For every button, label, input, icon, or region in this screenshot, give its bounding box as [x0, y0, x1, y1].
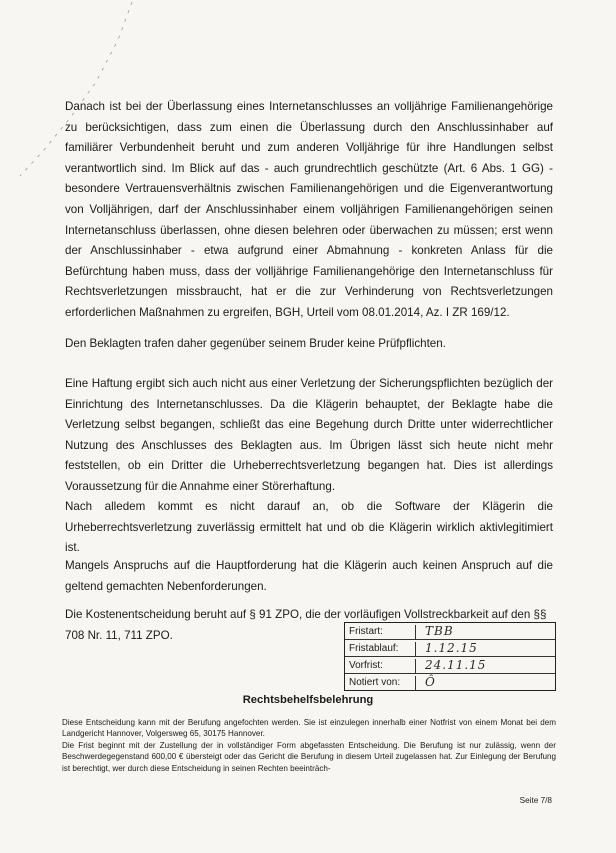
page-number: Seite 7/8: [519, 796, 552, 805]
deadline-stamp: [344, 622, 556, 691]
stamp-row: [345, 674, 555, 691]
stamp-handwritten-value: Ô: [425, 675, 436, 689]
paragraph-security-duties: Eine Haftung ergibt sich auch nicht aus einer Verletzung der Sicherungspflichten bezüglich der Einrichtung des Internetanschlusses. Da die Klägerin behauptet, der Beklagte habe die Verletzung selbst begangen, schließt das eine Begehung durch Dritte unter widerrechtlicher Nutzung des Anschlusses des Beklagten aus. Im Übrigen lässt sich heute nicht mehr feststellen, ob ein Dritter die Urheberrechtsverletzung begangen hat. Dies ist allerdings Voraussetzung für die Annahme einer Störerhaftung.: [65, 377, 553, 493]
instructions-paragraph-2: Die Frist beginnt mit der Zustellung der in vollständiger Form abgefassten Entscheidung. Die Berufung ist nur zulässig, wenn der Beschwerdegegenstand 600,00 € übersteigt oder das Gericht die Berufung in diesem Urteil zugelassen hat. Zur Einlegung der Berufung ist berechtigt, wer durch diese Entscheidung in seinen Rechten beeinträch-: [62, 741, 556, 773]
paragraph-no-duties: Den Beklagten trafen daher gegenüber seinem Bruder keine Prüfpflichten.: [65, 337, 446, 350]
stamp-handwritten-value: TBB: [425, 624, 454, 638]
instructions-paragraph-1: Diese Entscheidung kann mit der Berufung angefochten werden. Sie ist einzulegen innerhalb einer Notfrist von einem Monat bei dem Landgericht Hannover, Volgersweg 65, 30175 Hannover.: [62, 718, 556, 739]
stamp-handwritten-value: 24.11.15: [425, 658, 487, 672]
instructions-heading: Rechtsbehelfsbelehrung: [242, 694, 374, 706]
stamp-handwritten-value: 1.12.15: [425, 641, 478, 655]
stamp-row: [345, 657, 555, 674]
stamp-row: [345, 623, 555, 640]
paragraph-costs-line-2: 708 Nr. 11, 711 ZPO.: [65, 629, 173, 642]
paragraph-costs-line-1: Die Kostenentscheidung beruht auf § 91 ZPO, die der vorläufigen Vollstreckbarkeit auf den §§: [65, 608, 547, 621]
stamp-label: Vorfrist:: [349, 659, 416, 674]
paragraph-side-claims: Mangels Anspruchs auf die Hauptforderung hat die Klägerin auch keinen Anspruch auf die geltend gemachten Nebenforderungen.: [65, 559, 553, 593]
paragraph-software: Nach alledem kommt es nicht darauf an, ob die Software der Klägerin die Urheberrechtsverletzung zuverlässig ermittelt hat und ob die Klägerin wirklich aktivlegitimiert ist.: [65, 500, 553, 555]
stamp-row: [345, 640, 555, 657]
paragraph-family-members: Danach ist bei der Überlassung eines Internetanschlusses an volljährige Familienangehörige zu berücksichtigen, dass zum einen die Überlassung durch den Anschlussinhaber auf familiärer Verbundenheit beruht und zum anderen Volljährige für ihre Handlungen selbst verantwortlich sind. Im Blick auf das - auch grundrechtlich geschützte (Art. 6 Abs. 1 GG) - besondere Vertrauensverhältnis zwischen Familienangehörigen und die Eigenverantwortung von Volljährigen, darf der Anschlussinhaber einem volljährigen Familienangehörigen seinen Internetanschluss überlassen, ohne diesen belehren oder überwachen zu müssen; erst wenn der Anschlussinhaber - etwa aufgrund einer Abmahnung - konkreten Anlass für die Befürchtung haben muss, dass der volljährige Familienangehörige den Internetanschluss für Rechtsverletzungen missbraucht, hat er die zur Verhinderung von Rechtsverletzungen erforderlichen Maßnahmen zu ergreifen, BGH, Urteil vom 08.01.2014, Az. I ZR 169/12.: [65, 100, 553, 319]
stamp-label: Fristablauf:: [349, 642, 416, 657]
stamp-label: Fristart:: [349, 625, 416, 640]
stamp-label: Notiert von:: [349, 676, 416, 691]
